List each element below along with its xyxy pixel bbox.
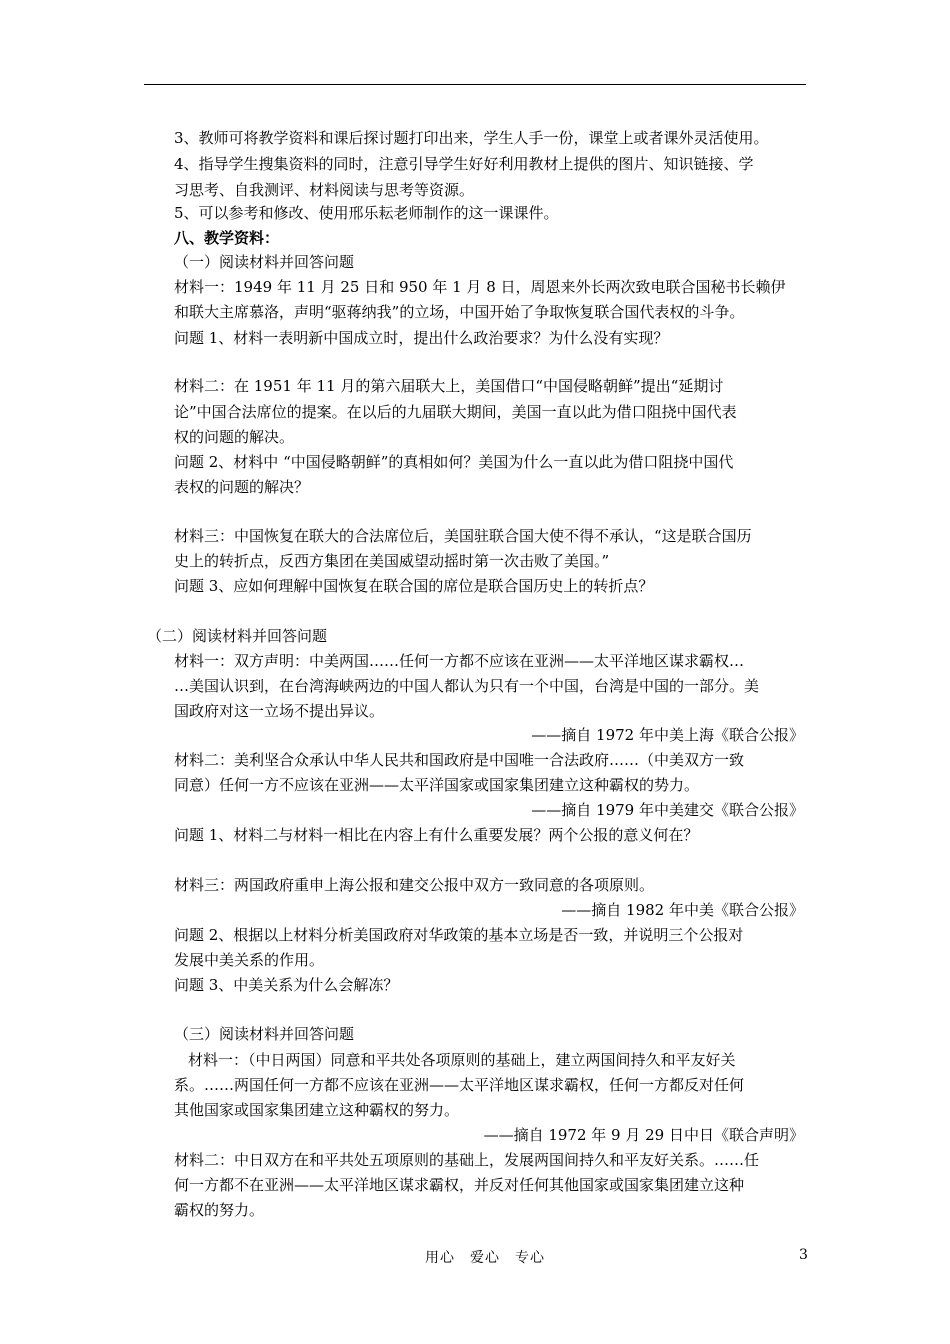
text-line: 材料二：美利坚合众承认中华人民共和国政府是中国唯一合法政府……（中美双方一致 [174, 751, 745, 769]
page-number: 3 [799, 1247, 808, 1263]
header-rule [144, 84, 806, 85]
text-line: 论”中国合法席位的提案。在以后的九届联大期间，美国一直以此为借口阻挠中国代表 [174, 403, 737, 421]
text-line: 何一方都不在亚洲——太平洋地区谋求霸权，并反对任何其他国家或国家集团建立这种 [174, 1176, 745, 1194]
citation-line: ——摘自 1979 年中美建交《联合公报》 [531, 801, 804, 819]
subsection-heading: （一）阅读材料并回答问题 [174, 253, 355, 271]
text-line: 3、教师可将教学资料和课后探讨题打印出来，学生人手一份，课堂上或者课外灵活使用。 [174, 129, 769, 147]
question-line: 问题 3、中美关系为什么会解冻？ [174, 976, 399, 994]
citation-line: ——摘自 1972 年中美上海《联合公报》 [531, 726, 804, 744]
question-line: 问题 1、材料一表明新中国成立时，提出什么政治要求？为什么没有实现？ [174, 329, 669, 347]
text-line: 材料二：中日双方在和平共处五项原则的基础上，发展两国间持久和平友好关系。……任 [174, 1151, 760, 1169]
text-line: 材料二：在 1951 年 11 月的第六届联大上，美国借口“中国侵略朝鲜”提出“延期讨 [174, 377, 724, 395]
text-line: 材料三：两国政府重申上海公报和建交公报中双方一致同意的各项原则。 [174, 876, 655, 894]
text-line: 材料一：1949 年 11 月 25 日和 950 年 1 月 8 日，周恩来外长两次致电联合国秘书长赖伊 [174, 278, 786, 296]
text-line: 国政府对这一立场不提出异议。 [174, 702, 385, 720]
citation-line: ——摘自 1972 年 9 月 29 日中日《联合声明》 [483, 1126, 804, 1144]
question-line: 问题 3、应如何理解中国恢复在联合国的席位是联合国历史上的转折点？ [174, 577, 654, 595]
question-line: 表权的问题的解决？ [174, 478, 310, 496]
text-line: …美国认识到，在台湾海峡两边的中国人都认为只有一个中国，台湾是中国的一部分。美 [174, 677, 760, 695]
citation-line: ——摘自 1982 年中美《联合公报》 [561, 901, 804, 919]
question-line: 问题 1、材料二与材料一相比在内容上有什么重要发展？两个公报的意义何在？ [174, 826, 699, 844]
text-line: 和联大主席慕洛，声明“驱蒋纳我”的立场，中国开始了争取恢复联合国代表权的斗争。 [174, 303, 745, 321]
text-line: 5、可以参考和修改、使用邢乐耘老师制作的这一课课件。 [174, 204, 559, 222]
text-line: 同意）任何一方不应该在亚洲——太平洋国家或国家集团建立这种霸权的势力。 [174, 776, 700, 794]
text-line: 权的问题的解决。 [174, 428, 295, 446]
question-line: 问题 2、根据以上材料分析美国政府对华政策的基本立场是否一致，并说明三个公报对 [174, 926, 744, 944]
text-line: 材料一：（中日两国）同意和平共处各项原则的基础上，建立两国间持久和平友好关 [188, 1051, 736, 1069]
text-line: 材料三：中国恢复在联大的合法席位后，美国驻联合国大使不得不承认，“这是联合国历 [174, 527, 752, 545]
subsection-heading: （三）阅读材料并回答问题 [174, 1025, 355, 1043]
question-line: 发展中美关系的作用。 [174, 951, 325, 969]
text-line: 4、指导学生搜集资料的同时，注意引导学生好好利用教材上提供的图片、知识链接、学 [174, 155, 754, 173]
text-line: 系。……两国任何一方都不应该在亚洲——太平洋地区谋求霸权，任何一方都反对任何 [174, 1076, 745, 1094]
section-heading: 八、教学资料： [174, 229, 280, 247]
subsection-heading: （二）阅读材料并回答问题 [147, 627, 328, 645]
footer-motto: 用心 爱心 专心 [425, 1250, 545, 1266]
text-line: 材料一：双方声明：中美两国……任何一方都不应该在亚洲——太平洋地区谋求霸权… [174, 652, 745, 670]
text-line: 其他国家或国家集团建立这种霸权的努力。 [174, 1101, 460, 1119]
text-line: 史上的转折点，反西方集团在美国威望动摇时第一次击败了美国。” [174, 552, 610, 570]
text-line: 霸权的努力。 [174, 1201, 265, 1219]
text-line: 习思考、自我测评、材料阅读与思考等资源。 [174, 181, 475, 199]
question-line: 问题 2、材料中 “中国侵略朝鲜”的真相如何？美国为什么一直以此为借口阻挠中国代 [174, 453, 734, 471]
